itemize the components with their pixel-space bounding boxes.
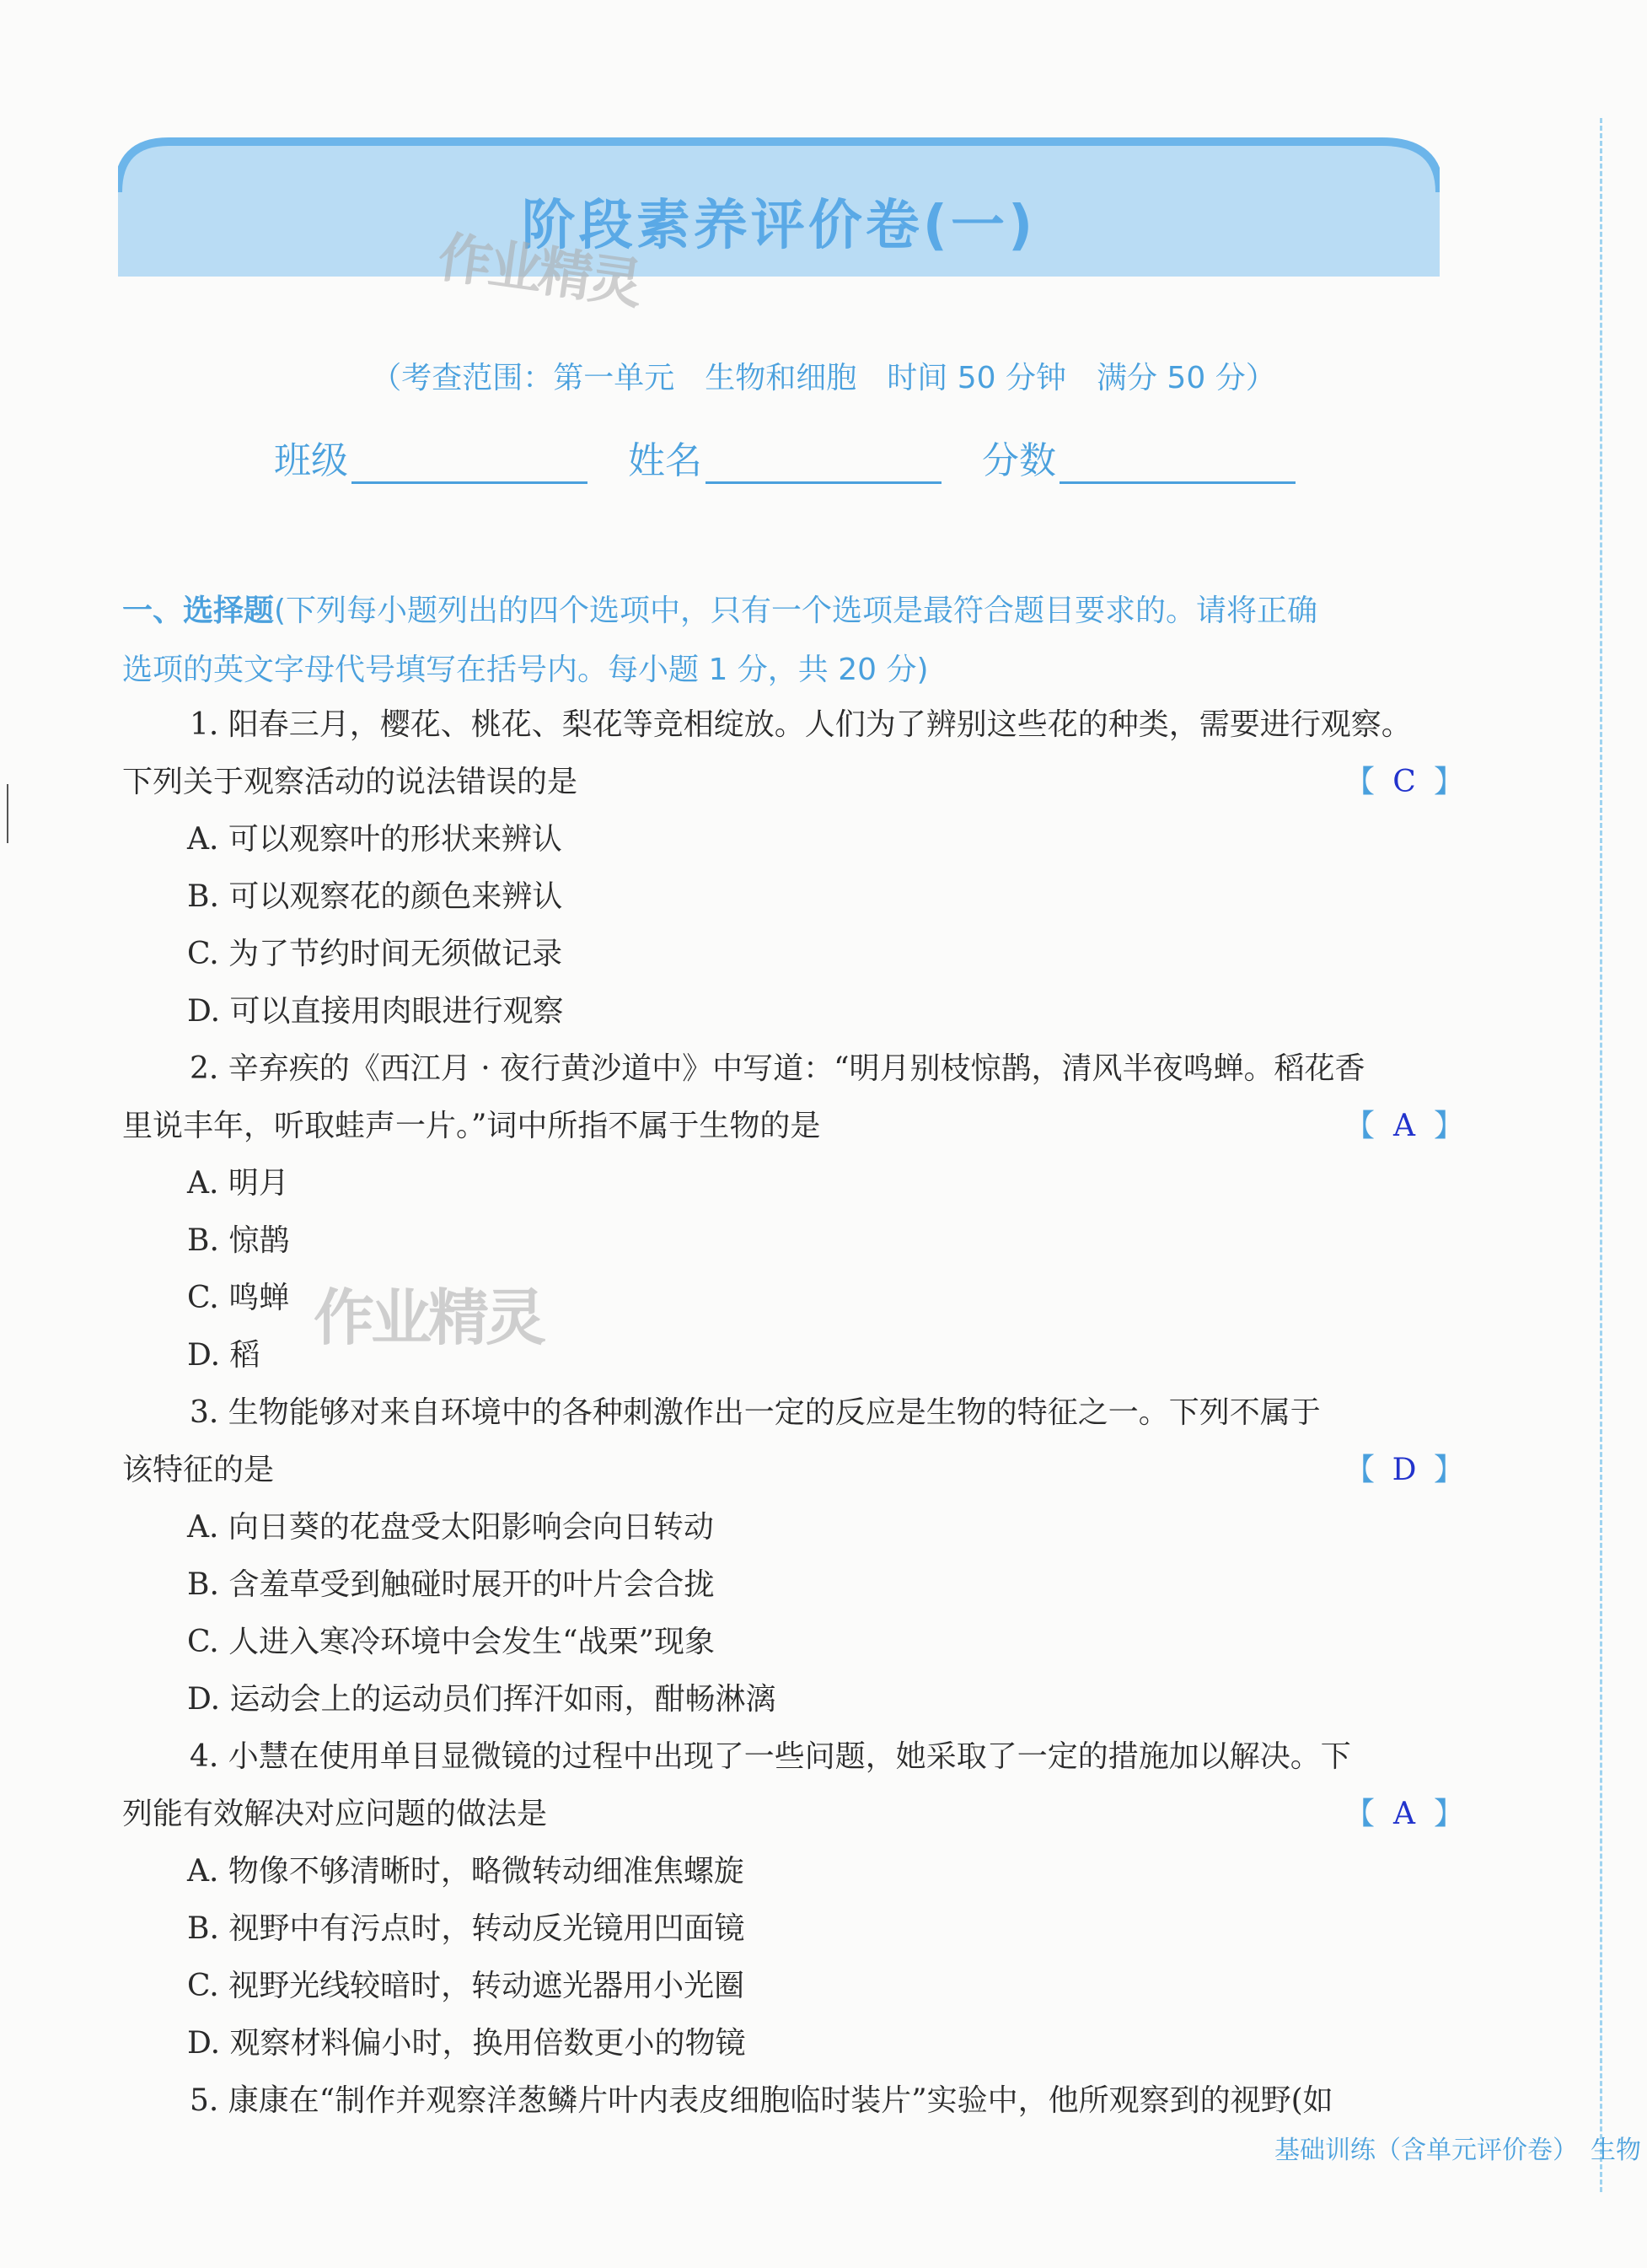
class-field[interactable] [274, 430, 587, 484]
q3-option-d: D. 运动会上的运动员们挥汗如雨，酣畅淋漓 [187, 1682, 776, 1717]
title-banner [118, 133, 1440, 281]
class-blank[interactable] [351, 439, 587, 484]
section-title: 一、选择题 [122, 594, 275, 628]
q3-stem-line-1: 3. 生物能够对来自环境中的各种刺激作出一定的反应是生物的特征之一。下列不属于 [190, 1395, 1321, 1430]
q5-stem-line-1: 5. 康康在“制作并观察洋葱鳞片叶内表皮细胞临时装片”实验中，他所观察到的视野(如 [190, 2083, 1333, 2118]
watermark-top: 作业精灵 [434, 226, 644, 317]
q1-option-a: A. 可以观察叶的形状来辨认 [187, 822, 562, 857]
q3-answer-bracket: 【 D 】 [1344, 1442, 1464, 1499]
page-title: 阶段素养评价卷(一) [521, 195, 1037, 257]
q2-stem-line-1: 2. 辛弃疾的《西江月 · 夜行黄沙道中》中写道：“明月别枝惊鹊，清风半夜鸣蝉。稻花香 [190, 1051, 1365, 1086]
page-edge-dashed-line [1600, 118, 1602, 2192]
q2-stem-line-2: 里说丰年，听取蛙声一片。”词中所指不属于生物的是 [122, 1109, 821, 1143]
name-blank[interactable] [705, 439, 942, 484]
q2-option-c: C. 鸣蝉 [187, 1281, 290, 1315]
q2-answer: A [1393, 1109, 1416, 1143]
q4-stem-line-1: 4. 小慧在使用单目显微镜的过程中出现了一些问题，她采取了一定的措施加以解决。下 [190, 1739, 1351, 1774]
q3-option-b: B. 含羞草受到触碰时展开的叶片会合拢 [187, 1567, 715, 1602]
score-field[interactable] [982, 430, 1296, 484]
q2-option-d: D. 稻 [187, 1338, 260, 1373]
section-instruction-1: (下列每小题列出的四个选项中，只有一个选项是最符合题目要求的。请将正确 [274, 594, 1318, 628]
q4-stem-line-2: 列能有效解决对应问题的做法是 [122, 1797, 548, 1831]
name-label: 姓名 [628, 439, 702, 482]
q1-option-c: C. 为了节约时间无须做记录 [187, 937, 563, 971]
section-heading [122, 582, 1454, 700]
q1-stem-line-1: 1. 阳春三月，樱花、桃花、梨花等竞相绽放。人们为了辨别这些花的种类，需要进行观察。 [190, 707, 1412, 742]
q3-option-a: A. 向日葵的花盘受太阳影响会向日转动 [187, 1510, 714, 1545]
q4-option-a: A. 物像不够清晰时，略微转动细准焦螺旋 [187, 1854, 744, 1889]
q4-option-b: B. 视野中有污点时，转动反光镜用凹面镜 [187, 1911, 745, 1946]
name-field[interactable] [628, 430, 942, 484]
q2-answer-bracket: 【 A 】 [1344, 1098, 1464, 1155]
q1-stem-line-2: 下列关于观察活动的说法错误的是 [122, 765, 578, 799]
score-blank[interactable] [1060, 439, 1296, 484]
q2-option-b: B. 惊鹊 [187, 1223, 290, 1258]
q1-option-b: B. 可以观察花的颜色来辨认 [187, 879, 563, 914]
q4-option-c: C. 视野光线较暗时，转动遮光器用小光圈 [187, 1969, 745, 2003]
q3-answer: D [1392, 1453, 1417, 1487]
watermark-middle: 作业精灵 [314, 1282, 544, 1353]
q1-answer-bracket: 【 C 】 [1344, 754, 1464, 811]
q3-option-c: C. 人进入寒冷环境中会发生“战栗”现象 [187, 1625, 715, 1659]
q1-option-d: D. 可以直接用肉眼进行观察 [187, 994, 564, 1029]
margin-mark [7, 784, 8, 843]
page-footer: 基础训练（含单元评价卷） 生物 [1274, 2136, 1641, 2165]
q3-stem-line-2: 该特征的是 [122, 1453, 275, 1487]
q2-option-a: A. 明月 [187, 1166, 289, 1201]
q1-answer: C [1392, 765, 1416, 799]
q4-answer-bracket: 【 A 】 [1344, 1786, 1464, 1843]
class-label: 班级 [274, 439, 348, 482]
section-instruction-2: 选项的英文字母代号填写在括号内。每小题 1 分，共 20 分) [122, 653, 929, 687]
q4-option-d: D. 观察材料偏小时，换用倍数更小的物镜 [187, 2026, 746, 2061]
score-label: 分数 [982, 439, 1056, 482]
exam-scope: （考查范围：第一单元 生物和细胞 时间 50 分钟 满分 50 分） [371, 361, 1276, 395]
q4-answer: A [1393, 1797, 1416, 1831]
